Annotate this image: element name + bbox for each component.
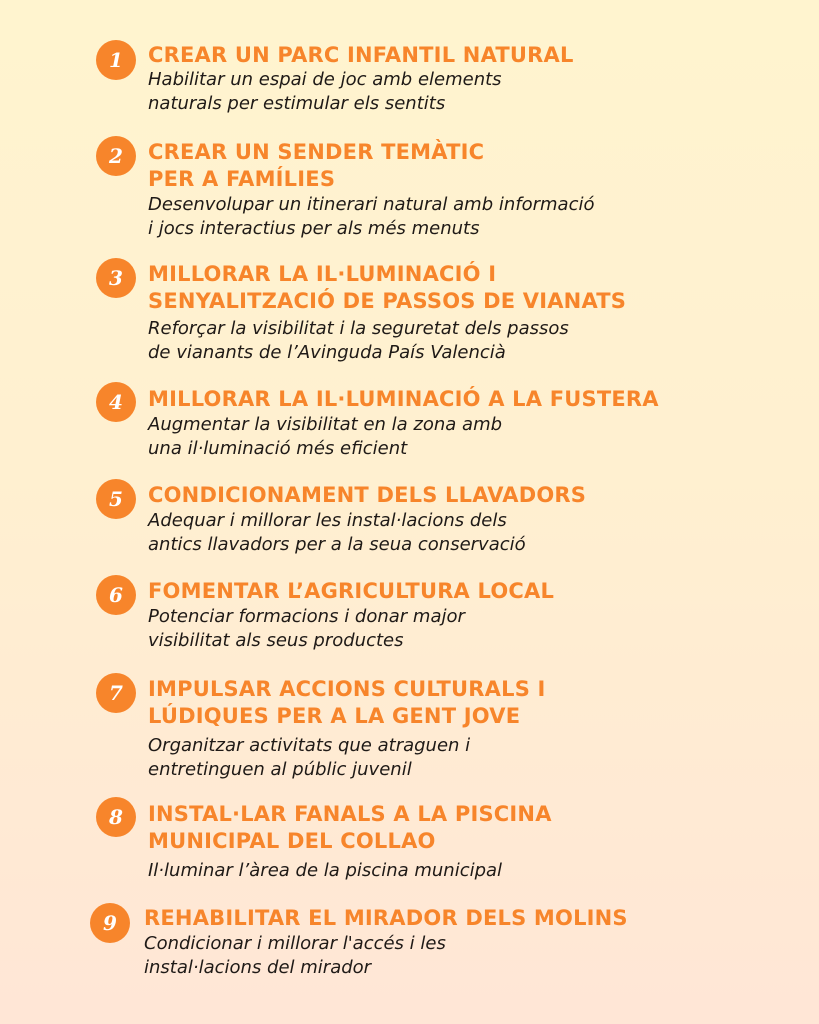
number-badge: 7 [96, 673, 136, 713]
item-description: Adequar i millorar les instal·lacions dels antics llavadors per a la seua conservació [148, 510, 526, 555]
item-title: MILLORAR LA IL·LUMINACIÓ I SENYALITZACIÓ DE PASSOS DE VIANATS [148, 262, 627, 313]
number-badge: 8 [96, 797, 136, 837]
number-badge: 3 [96, 258, 136, 298]
item-title: FOMENTAR L’AGRICULTURA LOCAL [148, 579, 555, 603]
item-title: IMPULSAR ACCIONS CULTURALS I LÚDIQUES PER A LA GENT JOVE [148, 677, 546, 728]
item-title: MILLORAR LA IL·LUMINACIÓ A LA FUSTERA [148, 387, 659, 411]
item-title: CREAR UN PARC INFANTIL NATURAL [148, 43, 574, 67]
item-description: Condicionar i millorar l'accés i les instal·lacions del mirador [144, 933, 446, 978]
number-badge: 5 [96, 479, 136, 519]
number-badge: 1 [96, 40, 136, 80]
item-title: CONDICIONAMENT DELS LLAVADORS [148, 483, 587, 507]
number-badge: 2 [96, 136, 136, 176]
item-description: Habilitar un espai de joc amb elements naturals per estimular els sentits [148, 69, 502, 114]
item-description: Organitzar activitats que atraguen i entretinguen al públic juvenil [148, 735, 471, 780]
number-badge: 4 [96, 382, 136, 422]
item-description: Il·luminar l’àrea de la piscina municipal [148, 860, 503, 881]
number-badge: 6 [96, 575, 136, 615]
item-description: Potenciar formacions i donar major visibilitat als seus productes [148, 606, 465, 651]
item-title: REHABILITAR EL MIRADOR DELS MOLINS [144, 906, 628, 930]
number-badge: 9 [90, 903, 130, 943]
item-description: Desenvolupar un itinerari natural amb informació i jocs interactius per als més menuts [148, 194, 595, 239]
item-description: Augmentar la visibilitat en la zona amb una il·luminació més eficient [148, 414, 503, 459]
item-description: Reforçar la visibilitat i la seguretat dels passos de vianants de l’Avinguda País Valencià [148, 318, 569, 363]
item-title: INSTAL·LAR FANALS A LA PISCINA MUNICIPAL DEL COLLAO [148, 802, 552, 853]
item-title: CREAR UN SENDER TEMÀTIC PER A FAMÍLIES [148, 140, 485, 191]
